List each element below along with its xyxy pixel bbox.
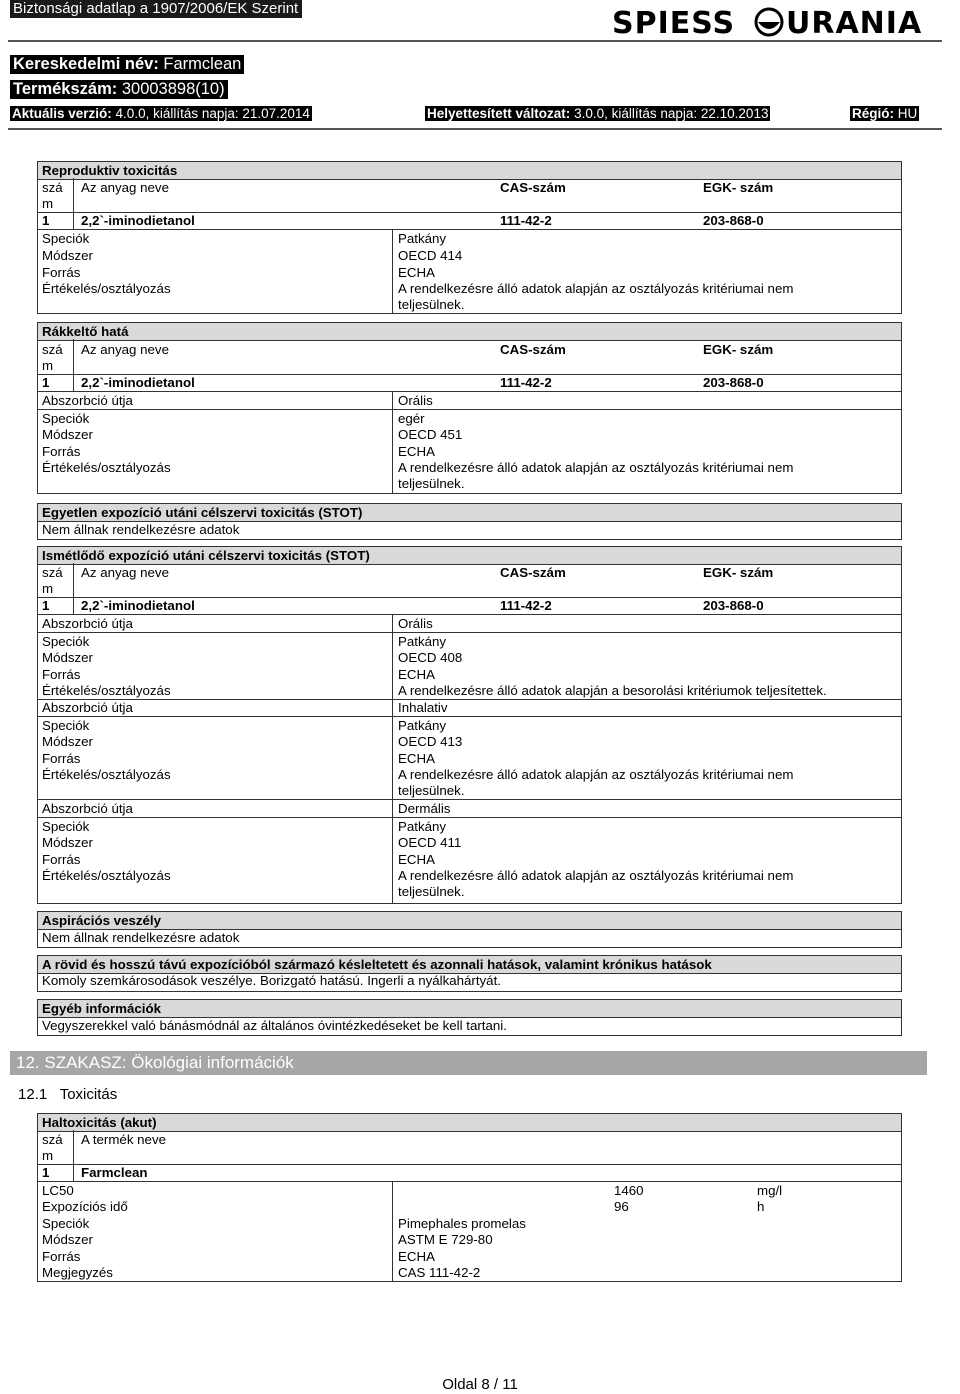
- document-title: Biztonsági adatlap a 1907/2006/EK Szerint: [10, 0, 302, 18]
- value-note: CAS 111-42-2: [398, 1265, 481, 1280]
- value-method: OECD 414: [398, 248, 463, 263]
- substance-egk: 203-868-0: [703, 598, 764, 613]
- label-species: Speciók: [42, 411, 90, 426]
- exposure-value: 96: [614, 1199, 629, 1214]
- label-source: Forrás: [42, 751, 81, 766]
- col-cas: CAS-szám: [500, 342, 566, 357]
- substance-num: 1: [42, 375, 50, 390]
- rule: [37, 632, 902, 633]
- value-species: Patkány: [398, 231, 447, 246]
- value-evaluation: A rendelkezésre álló adatok alapján az osztályozás kritériumai nem: [398, 281, 794, 296]
- label-route: Abszorbció útja: [42, 700, 133, 715]
- page-number: Oldal 8 / 11: [442, 1376, 518, 1393]
- inhal-method: OECD 413: [398, 734, 463, 749]
- label-evaluation: Értékelés/osztályozás: [42, 767, 171, 782]
- inhal-source: ECHA: [398, 751, 435, 766]
- other-info-text: Vegyszerekkel való bánásmódnál az általános óvintézkedéseket be kell tartani.: [42, 1018, 507, 1033]
- col-cas: CAS-szám: [500, 180, 566, 195]
- label-source: Forrás: [42, 667, 81, 682]
- substance-egk: 203-868-0: [703, 213, 764, 228]
- rule: [37, 1181, 902, 1182]
- header-divider-2: [8, 128, 942, 130]
- rule: [73, 563, 74, 614]
- label-source: Forrás: [42, 852, 81, 867]
- product-number: Termékszám: 30003898(10): [10, 80, 228, 99]
- label-species: Speciók: [42, 718, 90, 733]
- trade-name: Kereskedelmi név: Farmclean: [10, 55, 244, 74]
- value-species: egér: [398, 411, 425, 426]
- section-12-heading: 12. SZAKASZ: Ökológiai információk: [10, 1051, 927, 1075]
- rule: [37, 229, 902, 230]
- rule: [73, 1130, 74, 1181]
- col-num-2: m: [42, 1148, 54, 1163]
- substance-cas: 111-42-2: [500, 213, 552, 228]
- inhal-evaluation: A rendelkezésre álló adatok alapján az osztályozás kritériumai nem: [398, 767, 794, 782]
- rule: [37, 716, 902, 717]
- substance-name: 2,2`-iminodietanol: [81, 213, 195, 228]
- inhal-evaluation-2: teljesülnek.: [398, 783, 465, 798]
- col-num: szá: [42, 565, 63, 580]
- substance-cas: 111-42-2: [500, 375, 552, 390]
- region: Régió: HU: [852, 106, 918, 121]
- col-num-2: m: [42, 358, 54, 373]
- label-method: Módszer: [42, 427, 93, 442]
- derm-species: Patkány: [398, 819, 447, 834]
- value-species: Pimephales promelas: [398, 1216, 526, 1231]
- value-source: ECHA: [398, 444, 435, 459]
- substance-num: 1: [42, 213, 50, 228]
- section-title: Rákkeltő hatá: [38, 323, 901, 341]
- col-num-2: m: [42, 196, 54, 211]
- product-name: Farmclean: [81, 1165, 148, 1180]
- oral-source: ECHA: [398, 667, 435, 682]
- header-divider: [8, 40, 942, 42]
- current-version: Aktuális verzió: 4.0.0, kiállítás napja: 21.07.2014: [12, 106, 310, 121]
- label-source: Forrás: [42, 1249, 81, 1264]
- rule: [37, 614, 902, 615]
- rule: [37, 1164, 902, 1165]
- rule: [392, 1181, 393, 1282]
- col-cas: CAS-szám: [500, 565, 566, 580]
- col-name: Az anyag neve: [81, 342, 169, 357]
- inhal-route: Inhalativ: [398, 700, 448, 715]
- value-method: OECD 451: [398, 427, 463, 442]
- oral-method: OECD 408: [398, 650, 463, 665]
- aspiration-text: Nem állnak rendelkezésre adatok: [42, 930, 240, 945]
- rule: [392, 614, 393, 904]
- label-evaluation: Értékelés/osztályozás: [42, 683, 171, 698]
- label-route: Abszorbció útja: [42, 393, 133, 408]
- col-num: szá: [42, 180, 63, 195]
- label-evaluation: Értékelés/osztályozás: [42, 868, 171, 883]
- section-title: Aspirációs veszély: [38, 912, 901, 930]
- section-title: Reproduktiv toxicitás: [38, 162, 901, 180]
- rule: [392, 229, 393, 314]
- section-title: Haltoxicitás (akut): [38, 1114, 901, 1132]
- label-evaluation: Értékelés/osztályozás: [42, 281, 171, 296]
- product-num: 1: [42, 1165, 50, 1180]
- section-title: Ismétlődő expozíció utáni célszervi toxicitás (STOT): [38, 547, 901, 565]
- oral-species: Patkány: [398, 634, 447, 649]
- label-route: Abszorbció útja: [42, 616, 133, 631]
- spiess-urania-logo: [612, 6, 924, 38]
- label-method: Módszer: [42, 1232, 93, 1247]
- inhal-species: Patkány: [398, 718, 447, 733]
- col-product: A termék neve: [81, 1132, 166, 1147]
- col-egk: EGK- szám: [703, 180, 774, 195]
- derm-evaluation: A rendelkezésre álló adatok alapján az osztályozás kritériumai nem: [398, 868, 794, 883]
- col-num: szá: [42, 342, 63, 357]
- section-title: A rövid és hosszú távú expozícióból származó késleltetett és azonnali hatások, valamint krónikus hatások: [38, 956, 901, 974]
- rule: [37, 409, 902, 410]
- lc50-unit: mg/l: [757, 1183, 783, 1198]
- label-note: Megjegyzés: [42, 1265, 113, 1280]
- value-evaluation-2: teljesülnek.: [398, 297, 465, 312]
- col-num: szá: [42, 1132, 63, 1147]
- rule: [73, 178, 74, 229]
- col-num-2: m: [42, 581, 54, 596]
- value-source: ECHA: [398, 1249, 435, 1264]
- rule: [392, 391, 393, 494]
- section-title: Egyetlen expozíció utáni célszervi toxicitás (STOT): [38, 504, 901, 522]
- label-source: Forrás: [42, 444, 81, 459]
- label-exposure: Expozíciós idő: [42, 1199, 128, 1214]
- value-route: Orális: [398, 393, 433, 408]
- label-source: Forrás: [42, 265, 81, 280]
- rule: [73, 339, 74, 391]
- label-method: Módszer: [42, 650, 93, 665]
- label-species: Speciók: [42, 1216, 90, 1231]
- stot-single-text: Nem állnak rendelkezésre adatok: [42, 522, 240, 537]
- value-method: ASTM E 729-80: [398, 1232, 493, 1247]
- value-source: ECHA: [398, 265, 435, 280]
- derm-evaluation-2: teljesülnek.: [398, 884, 465, 899]
- substance-egk: 203-868-0: [703, 375, 764, 390]
- label-species: Speciók: [42, 819, 90, 834]
- label-method: Módszer: [42, 835, 93, 850]
- section-title: Egyéb információk: [38, 1000, 901, 1018]
- substance-name: 2,2`-iminodietanol: [81, 598, 195, 613]
- substance-num: 1: [42, 598, 50, 613]
- replaced-version: Helyettesített változat: 3.0.0, kiállítás napja: 22.10.2013: [427, 106, 769, 121]
- col-name: Az anyag neve: [81, 180, 169, 195]
- label-evaluation: Értékelés/osztályozás: [42, 460, 171, 475]
- lc50-value: 1460: [614, 1183, 644, 1198]
- label-route: Abszorbció útja: [42, 801, 133, 816]
- label-lc50: LC50: [42, 1183, 74, 1198]
- rule: [37, 817, 902, 818]
- substance-cas: 111-42-2: [500, 598, 552, 613]
- col-egk: EGK- szám: [703, 342, 774, 357]
- label-species: Speciók: [42, 634, 90, 649]
- svg-text:URANIA: URANIA: [786, 6, 923, 38]
- rule: [37, 799, 902, 800]
- derm-route: Dermális: [398, 801, 451, 816]
- col-egk: EGK- szám: [703, 565, 774, 580]
- exposure-unit: h: [757, 1199, 765, 1214]
- rule: [37, 391, 902, 392]
- derm-method: OECD 411: [398, 835, 462, 850]
- label-species: Speciók: [42, 231, 90, 246]
- effects-text: Komoly szemkárosodások veszélye. Borizgató hatású. Ingerli a nyálkahártyát.: [42, 973, 501, 988]
- label-method: Módszer: [42, 734, 93, 749]
- oral-evaluation: A rendelkezésre álló adatok alapján a besorolási kritériumok teljesítettek.: [398, 683, 827, 698]
- oral-route: Orális: [398, 616, 433, 631]
- value-evaluation: A rendelkezésre álló adatok alapján az osztályozás kritériumai nem: [398, 460, 794, 475]
- value-evaluation-2: teljesülnek.: [398, 476, 465, 491]
- svg-text:SPIESS: SPIESS: [612, 6, 736, 38]
- label-method: Módszer: [42, 248, 93, 263]
- rule: [37, 699, 902, 700]
- subsection-12-1: 12.1 Toxicitás: [18, 1086, 118, 1103]
- substance-name: 2,2`-iminodietanol: [81, 375, 195, 390]
- derm-source: ECHA: [398, 852, 435, 867]
- col-name: Az anyag neve: [81, 565, 169, 580]
